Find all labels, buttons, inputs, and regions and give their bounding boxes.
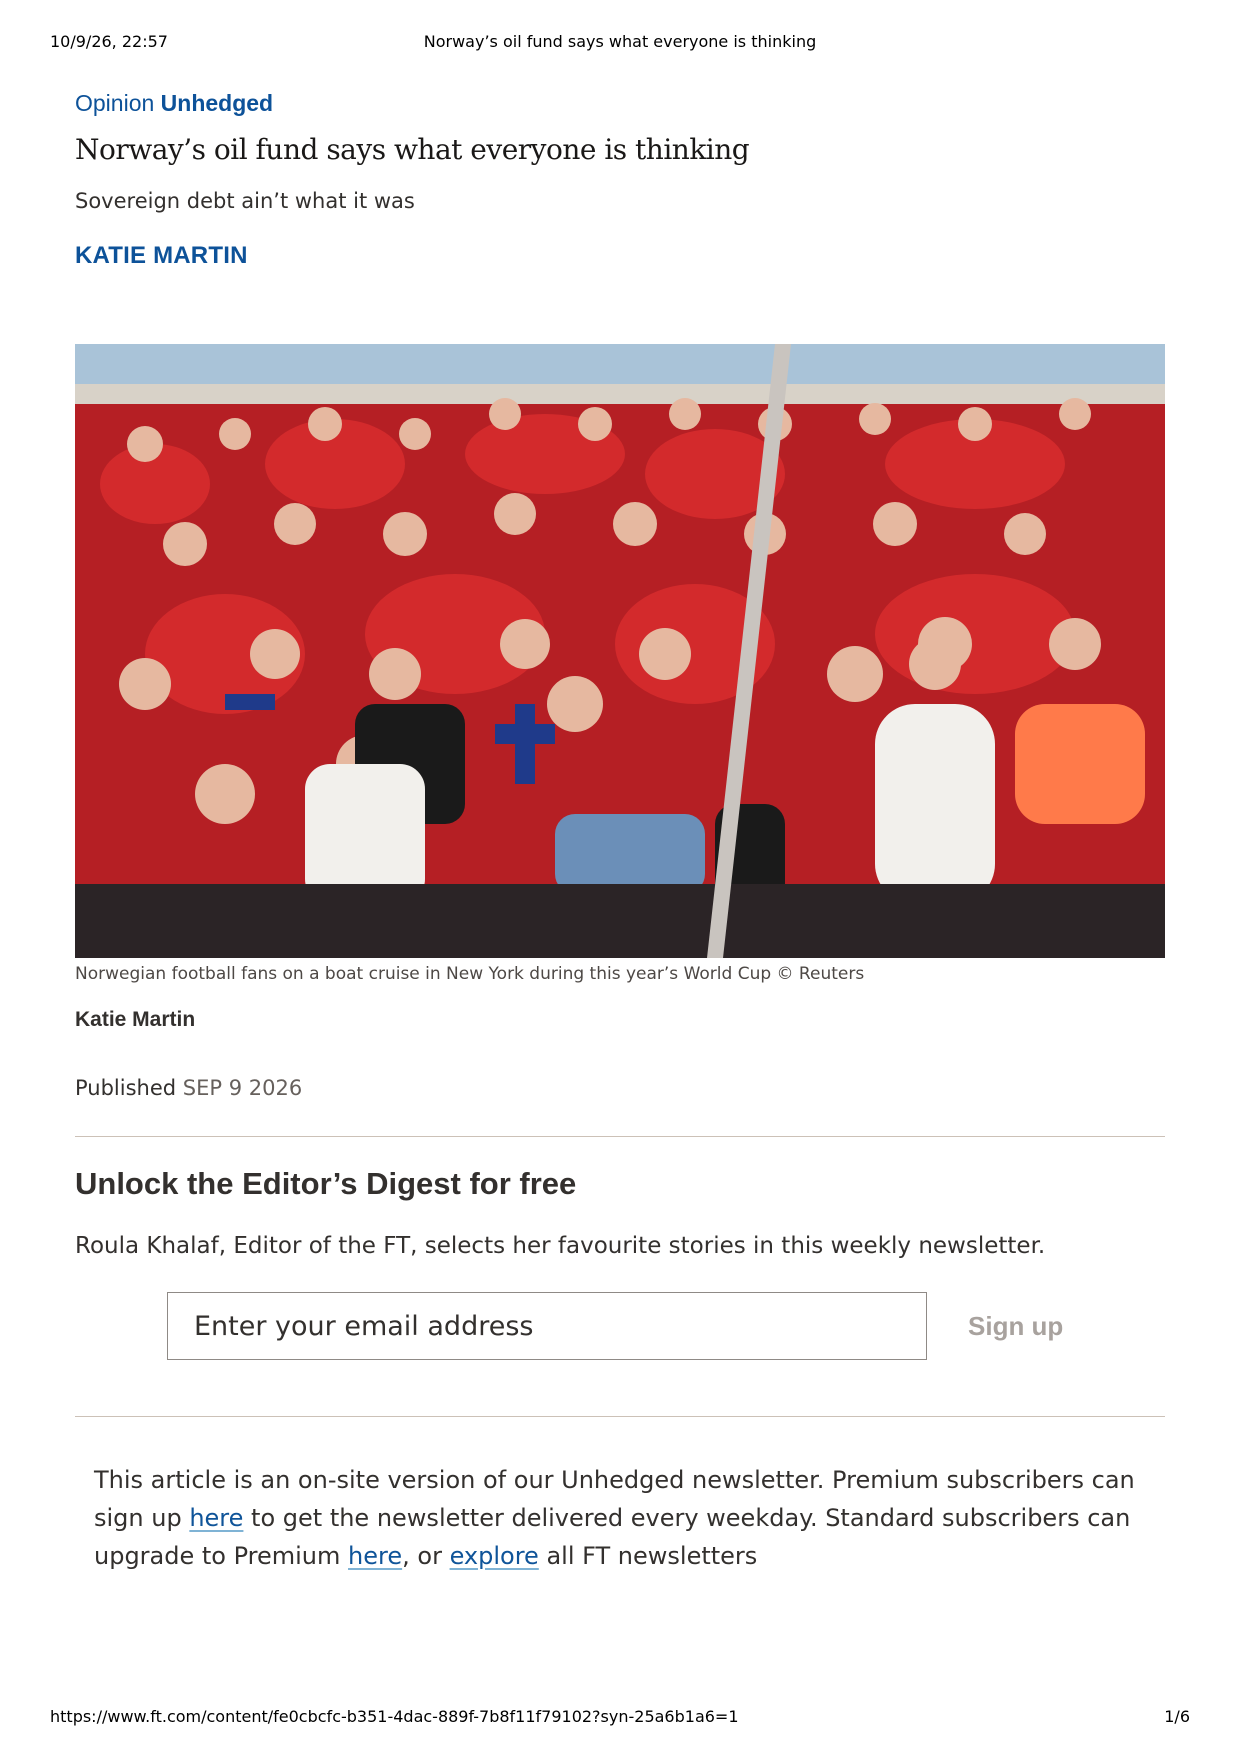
note-text-1: This article is an on-site version of our Unhedged newsletter. Premium subscribers can sign up [94, 1466, 1135, 1532]
author-name[interactable]: Katie Martin [75, 1008, 196, 1031]
photo-crowd-icon [75, 344, 1165, 958]
divider [75, 1136, 1165, 1137]
digest-description: Roula Khalaf, Editor of the FT, selects her favourite stories in this weekly newsletter. [75, 1233, 1046, 1259]
newsletter-signup-link[interactable]: here [189, 1504, 244, 1532]
standfirst: Sovereign debt ain’t what it was [75, 189, 415, 213]
published-value: SEP 9 2026 [182, 1076, 303, 1100]
email-input[interactable] [167, 1292, 927, 1360]
print-url: https://www.ft.com/content/fe0cbcfc-b351-4dac-889f-7b8f11f79102?syn-25a6b1a6=1 [50, 1707, 739, 1726]
note-text-2: to get the newsletter delivered every weekday. Standard subscribers can upgrade to Premium [94, 1504, 1131, 1570]
published-date [75, 1076, 302, 1100]
article [75, 86, 1165, 1570]
note-text-3: , or [402, 1542, 450, 1570]
topic-brand[interactable]: Unhedged [160, 90, 274, 116]
explore-newsletters-link[interactable]: explore [449, 1542, 539, 1570]
digest-title: Unlock the Editor’s Digest for free [75, 1166, 577, 1201]
premium-upgrade-link[interactable]: here [348, 1542, 403, 1570]
print-page-number: 1/6 [1164, 1707, 1190, 1726]
article-photo [75, 344, 1165, 958]
author-link[interactable]: KATIE MARTIN [75, 242, 248, 269]
divider [75, 1416, 1165, 1417]
print-datetime: 10/9/26, 22:57 [50, 32, 168, 51]
topic-prefix: Opinion [75, 90, 155, 116]
print-page-title: Norway’s oil fund says what everyone is thinking [423, 32, 817, 51]
photo-caption: Norwegian football fans on a boat cruise in New York during this year’s World Cup © Reuters [75, 964, 865, 984]
newsletter-note [94, 1461, 1154, 1575]
headline: Norway’s oil fund says what everyone is thinking [75, 133, 750, 166]
print-header [50, 32, 1190, 54]
note-text-4: all FT newsletters [538, 1542, 758, 1570]
sign-up-button[interactable]: Sign up [960, 1298, 1071, 1354]
topic-tag[interactable] [75, 86, 1165, 120]
published-label: Published [75, 1076, 177, 1100]
print-footer [50, 1707, 1190, 1729]
